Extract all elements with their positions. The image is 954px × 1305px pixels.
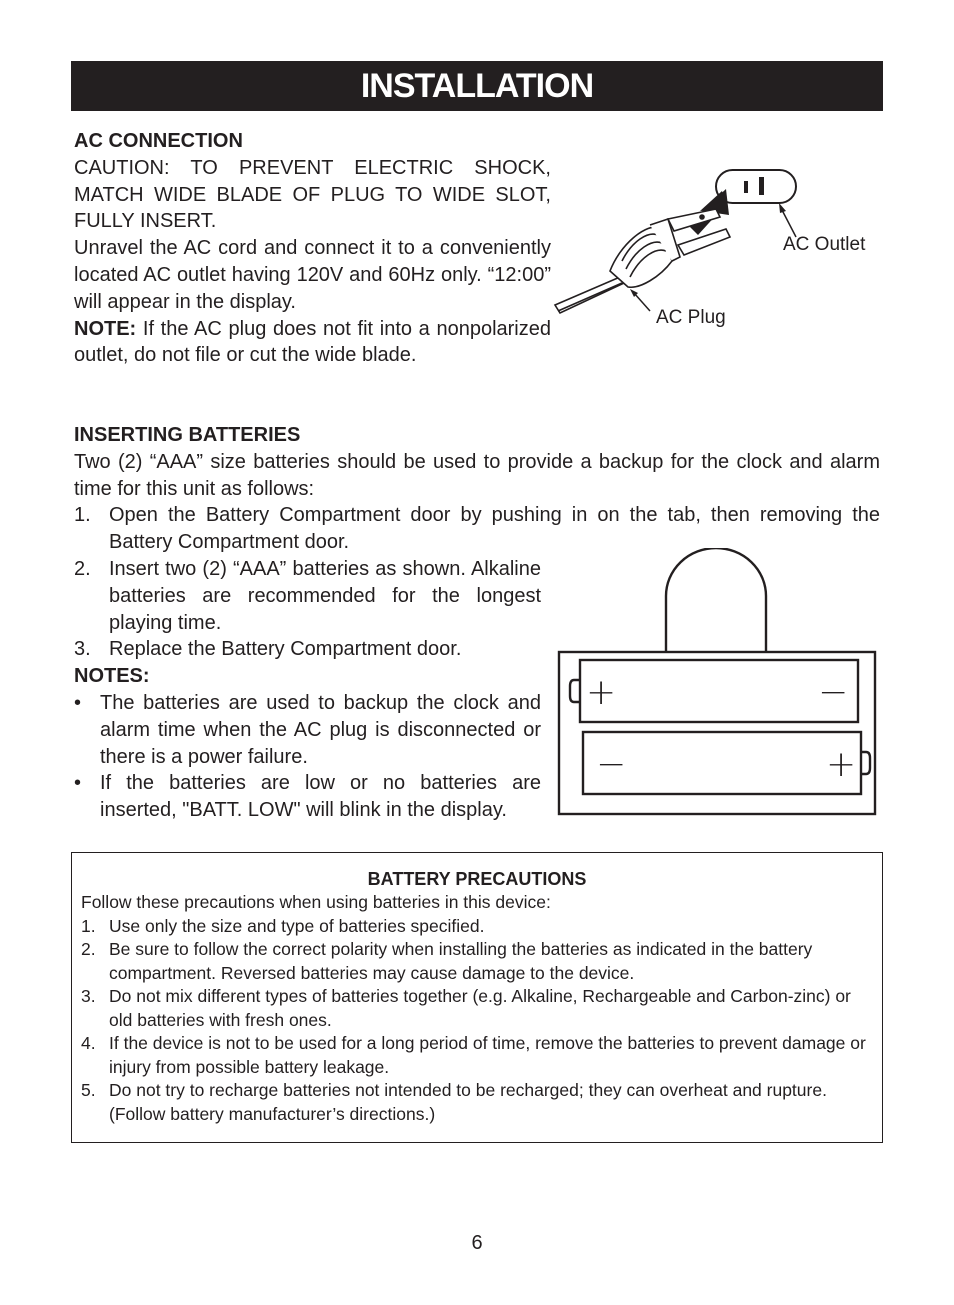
precaution-number: 3.	[81, 986, 96, 1006]
precaution-number: 5.	[81, 1080, 96, 1100]
precaution-number: 1.	[81, 915, 96, 936]
ac-outlet-label: AC Outlet	[783, 234, 866, 255]
battery-step-text: Insert two (2) “AAA” batteries as shown. Alkaline batteries are recommended for the longest playing time.	[109, 557, 541, 634]
battery-step-number: 3.	[74, 638, 91, 661]
precaution-item	[81, 938, 870, 985]
note-text: The batteries are used to backup the clock and alarm time when the AC plug is disconnected or there is a power failure.	[100, 691, 541, 768]
top-battery-right-terminal: −	[818, 672, 849, 713]
ac-instructions-text: Unravel the AC cord and connect it to a conveniently located AC outlet having 120V and 60Hz only. “12:00” will appear in the display.	[74, 237, 551, 313]
page-title-banner	[71, 61, 883, 111]
note-bullet: •	[74, 691, 82, 714]
battery-step-text: Replace the Battery Compartment door.	[109, 638, 462, 661]
ac-plug-label: AC Plug	[656, 307, 726, 328]
precaution-text: Be sure to follow the correct polarity when installing the batteries as indicated in the battery compartment. Reversed batteries may cause damage to the device.	[109, 939, 813, 983]
batteries-intro-text: Two (2) “AAA” size batteries should be used to provide a backup for the clock and alarm time for this unit as follows:	[74, 450, 880, 500]
notes-heading: NOTES:	[74, 665, 150, 688]
precaution-item	[81, 915, 870, 939]
battery-step-text: Open the Battery Compartment door by pushing in on the tab, then removing the Battery Compartment door.	[109, 504, 880, 554]
bottom-battery-right-terminal: +	[826, 744, 857, 785]
precaution-text: Use only the size and type of batteries specified.	[109, 915, 485, 936]
battery-precautions-title: BATTERY PRECAUTIONS	[367, 869, 587, 889]
battery-step-number: 1.	[74, 504, 91, 527]
precaution-text: If the device is not to be used for a long period of time, remove the batteries to prevent damage or injury from possible battery leakage.	[109, 1033, 866, 1077]
precaution-item	[81, 1032, 870, 1079]
battery-compartment-diagram	[556, 548, 881, 818]
ac-outlet-icon	[716, 170, 796, 203]
battery-precautions-box	[71, 852, 883, 1143]
inserting-batteries-heading: INSERTING BATTERIES	[74, 424, 301, 446]
bottom-battery-left-terminal: −	[596, 744, 627, 785]
page-title: INSTALLATION	[360, 67, 594, 105]
precaution-text: Do not mix different types of batteries together (e.g. Alkaline, Rechargeable and Carbon-zinc) or old batteries with fresh ones.	[109, 986, 851, 1030]
battery-step	[74, 636, 541, 663]
top-battery-left-terminal: +	[586, 672, 617, 713]
battery-step-number: 2.	[74, 557, 91, 580]
ac-connection-heading: AC CONNECTION	[74, 130, 243, 152]
ac-note-text: If the AC plug does not fit into a nonpolarized outlet, do not file or cut the wide blade.	[74, 317, 551, 367]
ac-caution-text: CAUTION: TO PREVENT ELECTRIC SHOCK, MATCH WIDE BLADE OF PLUG TO WIDE SLOT, FULLY INSERT.	[74, 156, 551, 233]
note-bullet: •	[74, 772, 82, 795]
note-item	[74, 690, 541, 770]
ac-note	[74, 316, 551, 370]
note-item	[74, 770, 541, 824]
ac-note-label: NOTE:	[74, 317, 137, 340]
page-number: 6	[471, 1232, 483, 1254]
precaution-number: 4.	[81, 1033, 96, 1053]
precaution-number: 2.	[81, 939, 96, 959]
precaution-text: Do not try to recharge batteries not intended to be recharged; they can overheat and rupture. (Follow battery manufacturer’s directions.)	[109, 1080, 827, 1124]
battery-precautions-intro: Follow these precautions when using batteries in this device:	[81, 892, 551, 912]
battery-step	[74, 556, 541, 636]
precaution-item	[81, 985, 870, 1032]
ac-connection-section	[74, 128, 551, 369]
precaution-item	[81, 1079, 870, 1126]
note-text: If the batteries are low or no batteries are inserted, "BATT. LOW" will blink in the display.	[100, 772, 541, 822]
compartment-tab-icon	[666, 548, 766, 652]
